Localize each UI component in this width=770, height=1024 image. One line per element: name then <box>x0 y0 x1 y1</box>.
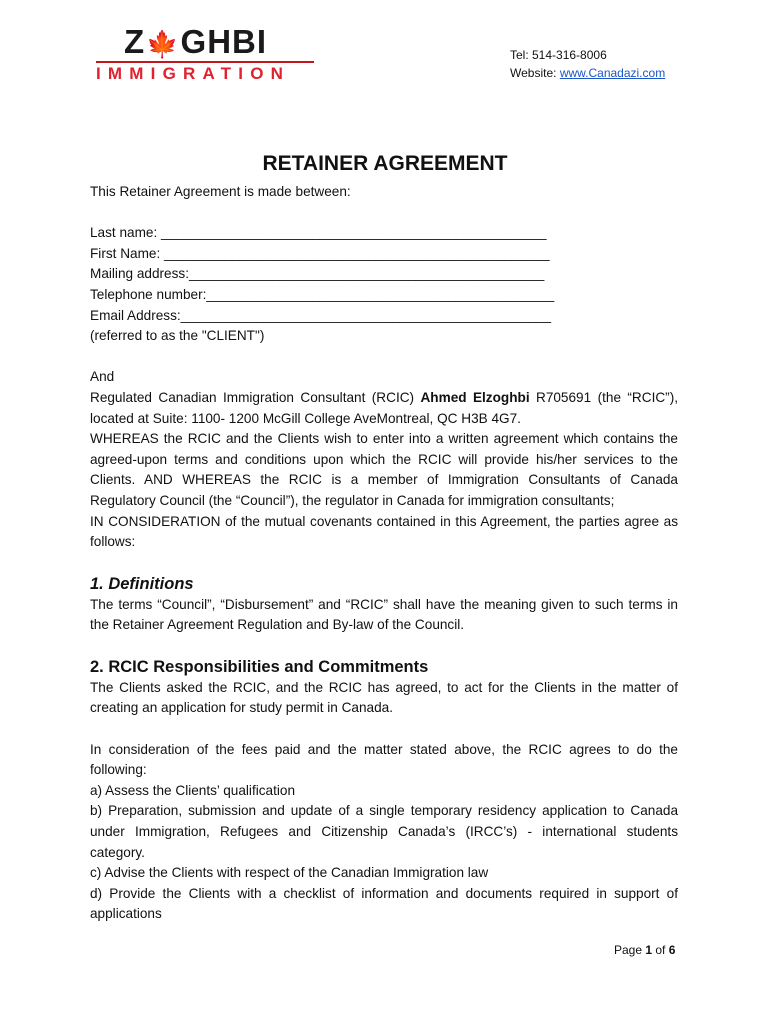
mailing-address-field: Mailing address:_______________________________________________ <box>90 266 545 282</box>
section2-text1: The Clients asked the RCIC, and the RCIC has agreed, to act for the Clients in the matter of creating an application for study permit in Canada. <box>90 679 678 716</box>
telephone-field: Telephone number:______________________________________________ <box>90 286 555 302</box>
list-item: a) Assess the Clients’ qualification <box>90 782 296 798</box>
maple-leaf-icon: 🍁 <box>146 29 180 59</box>
company-logo <box>94 24 316 82</box>
telephone-text: Tel: 514-316-8006 <box>510 48 607 62</box>
list-item: b) Preparation, submission and update of a single temporary residency application to Canada under Immigration, Refugees and Citizenship Canada’s (IRCC’s) - international students category. <box>90 803 678 860</box>
section2-text2: In consideration of the fees paid and the matter stated above, the RCIC agrees to do the following: <box>90 741 678 778</box>
section2-heading: 2. RCIC Responsibilities and Commitments <box>90 657 429 676</box>
document-body <box>90 182 678 925</box>
list-item: d) Provide the Clients with a checklist of information and documents required in support of applications <box>90 885 678 922</box>
section1-heading: 1. Definitions <box>90 574 194 593</box>
logo-wordmark: Z🍁GHBI <box>124 23 268 60</box>
logo-tagline: IMMIGRATION <box>96 64 291 83</box>
contact-info <box>510 46 665 82</box>
section1-text: The terms “Council”, “Disbursement” and “RCIC” shall have the meaning given to such terms in the Retainer Agreement Regulation and By-law of the Council. <box>90 596 678 633</box>
list-item: c) Advise the Clients with respect of the Canadian Immigration law <box>90 865 489 881</box>
and-text: And <box>90 369 115 385</box>
website-link[interactable]: www.Canadazi.com <box>559 66 666 80</box>
first-name-field: First Name: ___________________________________________________ <box>90 245 550 261</box>
whereas-paragraph: WHEREAS the RCIC and the Clients wish to enter into a written agreement which contains the agreed-upon terms and conditions upon which the RCIC will provide his/her services to the Clients. AND WHEREAS the RCIC is a member of Immigration Consultants of Canada Regulatory Council (the “Council”), the regulator in Canada for immigration consultants; <box>90 431 678 508</box>
rcic-name: Ahmed Elzoghbi <box>420 389 530 405</box>
referred-text: (referred to as the "CLIENT") <box>90 328 265 344</box>
email-field: Email Address:_________________________________________________ <box>90 307 552 323</box>
rcic-paragraph: Regulated Canadian Immigration Consultant (RCIC) Ahmed Elzoghbi R705691 (the “RCIC”), located at Suite: 1100- 1200 McGill College AveMontreal, QC H3B 4G7. <box>90 389 678 426</box>
website-line: Website: www.Canadazi.com <box>510 66 666 80</box>
page-title: RETAINER AGREEMENT <box>262 152 508 175</box>
consideration-paragraph: IN CONSIDERATION of the mutual covenants contained in this Agreement, the parties agree as follows: <box>90 513 678 550</box>
logo-divider <box>96 61 314 63</box>
intro-text: This Retainer Agreement is made between: <box>90 184 351 199</box>
page-number: Page 1 of 6 <box>614 943 676 957</box>
last-name-field: Last name: ___________________________________________________ <box>90 225 547 241</box>
